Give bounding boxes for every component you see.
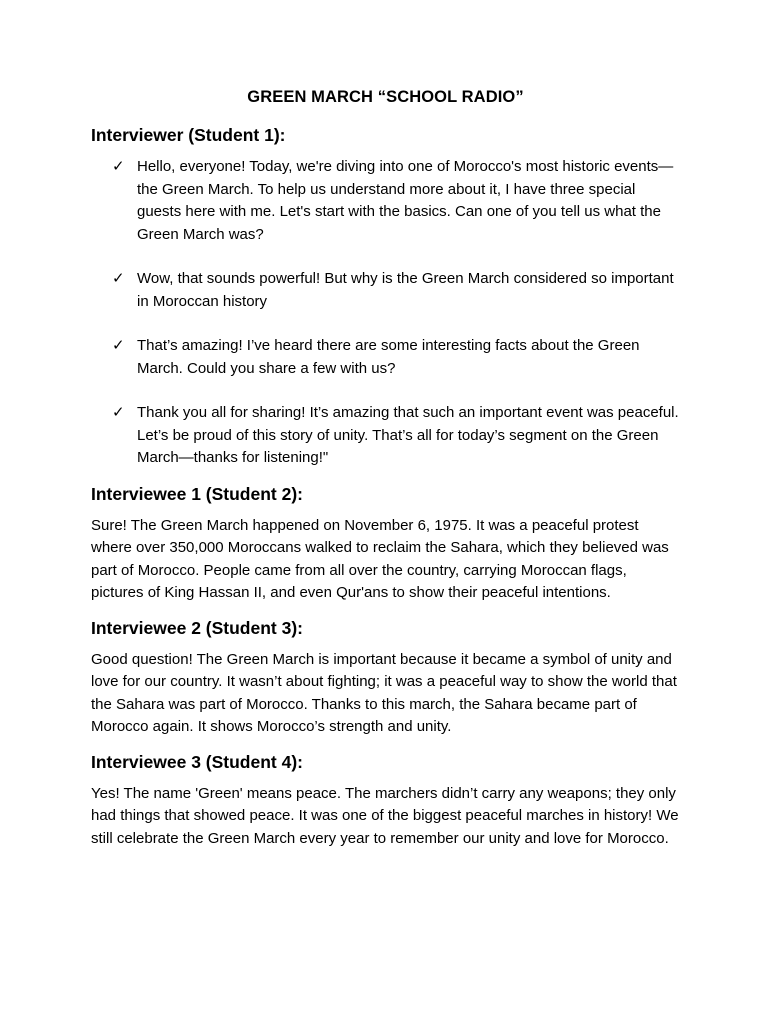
- interviewee-3-section: [91, 752, 680, 851]
- interviewee-1-section: [91, 484, 680, 605]
- list-item-text: Hello, everyone! Today, we're diving into one of Morocco's most historic events—the Green March. To help us understand more about it, I have three special guests here with me. Let's start with the basics. Can one of you tell us what the Green March was?: [137, 158, 674, 243]
- answer-paragraph: Good question! The Green March is important because it became a symbol of unity and love for our country. It wasn’t about fighting; it was a peaceful way to show the world that the Sahara was part of Morocco. Thanks to this march, the Sahara became part of Morocco again. It shows Morocco’s strength and unity.: [91, 650, 677, 735]
- document-title: GREEN MARCH “SCHOOL RADIO”: [247, 88, 524, 106]
- interviewer-questions-list: [91, 156, 680, 470]
- list-item: [112, 156, 680, 246]
- list-item-text: Wow, that sounds powerful! But why is the Green March considered so important in Moroccan history: [137, 270, 674, 310]
- section-heading: Interviewer (Student 1):: [91, 125, 286, 145]
- interviewee-2-section: [91, 618, 680, 739]
- list-item: [112, 268, 680, 313]
- list-item-text: Thank you all for sharing! It’s amazing that such an important event was peaceful. Let’s be proud of this story of unity. That’s all for today’s segment on the Green March—thanks for listening!": [137, 404, 679, 466]
- list-item: [112, 402, 680, 470]
- checkmark-icon: ✓: [112, 404, 125, 421]
- list-item: [112, 335, 680, 380]
- answer-paragraph: Sure! The Green March happened on November 6, 1975. It was a peaceful protest where over 350,000 Moroccans walked to reclaim the Sahara, which they believed was part of Morocco. People came from all over the country, carrying Moroccan flags, pictures of King Hassan II, and even Qur'ans to show their peaceful intentions.: [91, 516, 669, 601]
- list-item-text: That’s amazing! I’ve heard there are some interesting facts about the Green March. Could you share a few with us?: [137, 337, 640, 377]
- section-heading: Interviewee 2 (Student 3):: [91, 617, 303, 638]
- answer-paragraph: Yes! The name 'Green' means peace. The marchers didn’t carry any weapons; they only had things that showed peace. It was one of the biggest peaceful marches in history! We still celebrate the Green March every year to remember our unity and love for Morocco.: [91, 784, 679, 847]
- section-heading: Interviewee 3 (Student 4):: [91, 751, 303, 772]
- interviewer-section: [91, 125, 680, 470]
- checkmark-icon: ✓: [112, 337, 125, 354]
- checkmark-icon: ✓: [112, 158, 125, 175]
- checkmark-icon: ✓: [112, 270, 125, 287]
- section-heading: Interviewee 1 (Student 2):: [91, 483, 303, 504]
